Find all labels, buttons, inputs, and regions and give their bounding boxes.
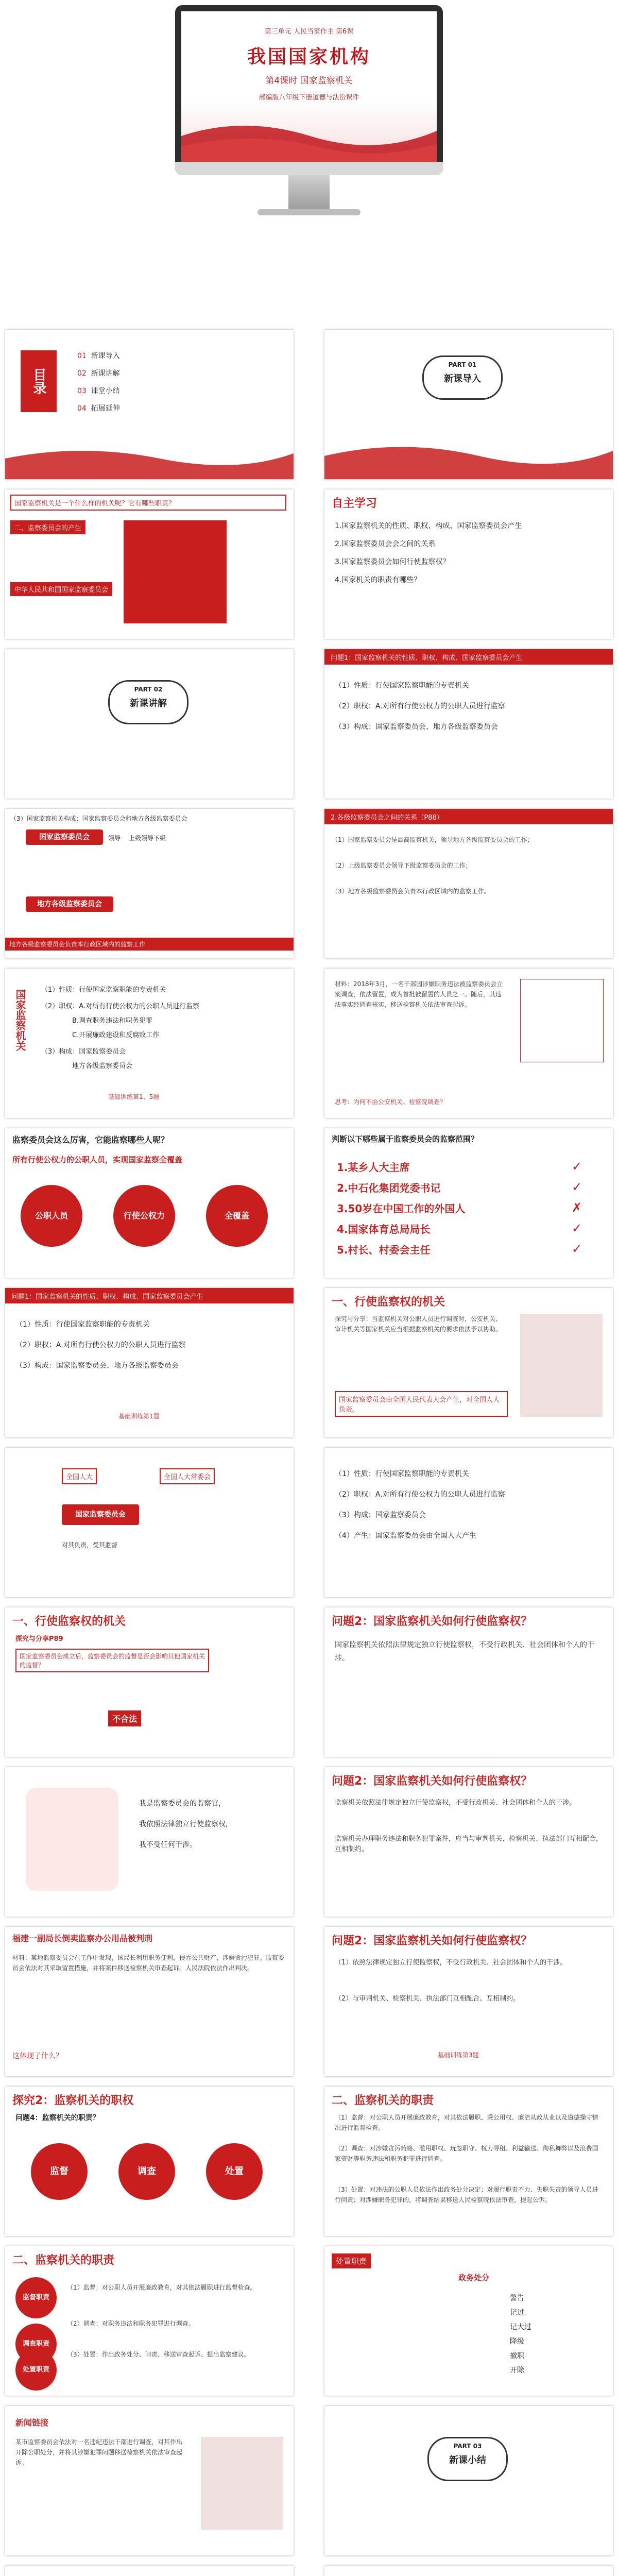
toc-item[interactable]: 04 拓展延伸 — [77, 404, 120, 413]
relation2-line: （3）地方各级监察委员会负责本行政区域内的监察工作。 — [332, 888, 490, 895]
slide-topbar: 问题1：国家监察机关的性质、职权、构成、国家监察委员会产生 — [5, 1288, 294, 1303]
slide-fourcol — [5, 969, 294, 1118]
relation-bottom-box: 地方各级监察委员会 — [26, 896, 113, 912]
slide-duties2 — [5, 2246, 294, 2396]
slide-scope-table — [5, 1288, 294, 1437]
slide-cartoon — [5, 1767, 294, 1917]
relation-chain-2: 上级领导下级 — [129, 835, 166, 842]
fourcol-footer: 基础训练第1、5题 — [108, 1093, 160, 1100]
scope-blob: 全覆盖 — [206, 1185, 268, 1247]
check-icon: ✓ — [572, 1221, 582, 1235]
selfstudy-line: 4.国家机关的职责有哪些？ — [335, 576, 421, 584]
inquiry-bubble: 国家监察委员会成立后，监察委员会的监督是否会影响其他国家机关的监督？ — [15, 1649, 209, 1672]
news-title: 新闻链接 — [15, 2418, 49, 2428]
slide-nature — [324, 649, 613, 799]
slide-relation2 — [324, 809, 613, 958]
q2three-footer: 基础训练第3题 — [438, 2052, 479, 2059]
slide-topbar: 2.各级监察委员会之间的关系（P88） — [324, 809, 613, 824]
diagram-line: （4）产生：国家监察委员会由全国人大产生 — [335, 1532, 476, 1540]
slide-story — [324, 969, 613, 1118]
toc-item[interactable]: 03 课堂小结 — [77, 387, 120, 395]
judge-item: 4.国家体育总局局长 — [337, 1223, 431, 1235]
nature-row: （1）性质：行使国家监察职能的专责机关 — [335, 682, 469, 690]
lead-aside-2: 中华人民共和国国家监察委员会 — [10, 582, 112, 596]
selfstudy-line: 3.国家监察委员会如何行使监察权？ — [335, 558, 450, 566]
scope-table-footer: 基础训练第1题 — [118, 1413, 160, 1420]
judge-heading: 判断以下哪些属于监察委员会的监察范围？ — [332, 1134, 479, 1144]
slide-judge — [324, 1128, 613, 1278]
duties2-badge: 处置职责 — [15, 2349, 57, 2391]
monitor-screen — [181, 11, 437, 162]
selfstudy-line: 1.国家监察机关的性质、职权、构成、国家监察委员会产生 — [335, 522, 522, 530]
nature-row: （3）构成：国家监察委员会、地方各级监察委员会 — [335, 723, 498, 731]
scope-table-row: （1）性质：行使国家监察职能的专责机关 — [15, 1320, 150, 1329]
duties2-badge: 监督职责 — [15, 2277, 57, 2318]
inquiry-title: 一、行使监察权的机关 — [12, 1615, 126, 1628]
slide-question2b — [324, 1767, 613, 1917]
explore2-q: 问题4：监察机关的职责？ — [15, 2114, 100, 2122]
monitor-frame — [175, 5, 443, 175]
question2b-line: 监察机关依照法律规定独立行使监察权，不受行政机关、社会团体和个人的干涉。 — [335, 1799, 576, 1807]
diagram-line: （1）性质：行使国家监察职能的专责机关 — [335, 1470, 469, 1478]
lead-photo — [124, 520, 227, 623]
slide-selfstudy — [324, 489, 613, 639]
scope-heading: 监察委员会这么厉害，它能监察哪些人呢？ — [12, 1135, 169, 1145]
toc-list — [77, 350, 120, 420]
hero-unit-line: 第三单元 人民当家作主 第6课 — [264, 28, 354, 36]
judge-item: 3.50岁在中国工作的外国人 — [337, 1202, 466, 1215]
relation-top-box: 国家监察委员会 — [26, 829, 103, 845]
scope-answer: 所有行使公权力的公职人员，实现国家监察全覆盖 — [12, 1155, 183, 1164]
slide-part02 — [5, 649, 294, 799]
case-question: 这体现了什么？ — [12, 2052, 63, 2060]
fourcol-row: B.调查职务违法和职务犯罪 — [72, 1017, 153, 1025]
fourcol-side: 国家监察机关 — [14, 989, 26, 1051]
judge-item: 1.某乡人大主席 — [337, 1161, 410, 1174]
explore2-title: 探究2：监察机关的职权 — [12, 2094, 134, 2107]
hero-series: 部编版八年级下册道德与法治课件 — [259, 94, 359, 101]
duties2-line: （2）调查：对职务违法和职务犯罪进行调查。 — [67, 2320, 195, 2327]
scope-table-row: （2）职权：A.对所有行使公权力的公职人员进行监察 — [15, 1341, 186, 1349]
slide-case — [5, 1927, 294, 2076]
duties2-line: （3）处置：作出政务处分、问责、移送审查起诉、提出监察建议。 — [67, 2351, 250, 2358]
monitor-stand — [288, 175, 330, 211]
lead-question: 国家监察机关是一个什么样的机关呢？它有哪些职责？ — [10, 495, 286, 511]
slide-explore2 — [5, 2087, 294, 2236]
cartoon-caption: 我是监察委员会的监察官， — [139, 1800, 226, 1808]
story-seal — [520, 979, 604, 1062]
duties2-badge: 调查职责 — [15, 2324, 57, 2365]
slide-question2 — [324, 1607, 613, 1757]
exercise1-answer: 国家监察委员会由全国人民代表大会产生，对全国人大负责。 — [335, 1391, 508, 1417]
part-cloud: PART 02 新课讲解 — [108, 680, 188, 724]
diagram-line: （3）构成：国家监察委员会 — [335, 1511, 426, 1519]
slide-relation — [5, 809, 294, 958]
explore2-item: 监督 — [31, 2143, 88, 2200]
relation2-line: （1）国家监察委员会是最高监察机关，领导地方各级监察委员会的工作； — [332, 836, 534, 843]
cartoon-caption: 我依照法律独立行使监察权， — [139, 1820, 233, 1828]
duties-line: （3）处置：对违法的公职人员依法作出政务处分决定；对履行职责不力、失职失责的领导人员进行问责；对涉嫌职务犯罪的，将调查结果移送人民检察院依法审查、提起公诉。 — [335, 2186, 598, 2204]
toc-item[interactable]: 02 新课讲解 — [77, 369, 120, 378]
slide-topbar: 问题1：国家监察机关的性质、职权、构成、国家监察委员会产生 — [324, 649, 613, 665]
case-title: 福建一副局长倒卖监察办公用品被判刑 — [12, 1934, 153, 1943]
relation-chain-1: 领导 — [108, 835, 121, 842]
cartoon-caption: 我不受任何干涉。 — [139, 1841, 197, 1849]
toc-title: 目录 — [21, 350, 57, 412]
punish-row: 撤职 — [510, 2352, 524, 2360]
news-image — [201, 2437, 283, 2530]
hero-wave-decoration — [181, 115, 437, 162]
scope-table-row: （3）构成：国家监察委员会、地方各级监察委员会 — [15, 1362, 179, 1370]
fourcol-row: 地方各级监察委员会 — [72, 1062, 133, 1070]
fourcol-row: （1）性质：行使国家监察职能的专责机关 — [41, 986, 166, 994]
q2three-line: （2）与审判机关、检察机关、执法部门互相配合、互相制约。 — [335, 1995, 520, 2003]
diagram-center: 国家监察委员会 — [62, 1504, 139, 1525]
story-text: 材料：2018年3月，一名干部因涉嫌职务违法被监察委员会立案调查，依法留置，成为首批被留置的人员之一。随后，其违法事实经调查核实，移送检察机关依法审查起诉。 — [335, 980, 503, 1008]
check-icon: ✓ — [572, 1180, 582, 1194]
explore2-item: 调查 — [118, 2143, 175, 2200]
duties-line: （2）调查：对涉嫌贪污贿赂、滥用职权、玩忽职守、权力寻租、利益输送、徇私舞弊以及浪费国家资财等职务违法和职务犯罪进行调查。 — [335, 2145, 598, 2162]
hero-section — [0, 0, 618, 325]
selfstudy-title: 自主学习 — [332, 497, 377, 510]
duties2-line: （1）监督：对公职人员开展廉政教育，对其依法履职进行监督检查。 — [67, 2284, 256, 2291]
punish-row: 降级 — [510, 2337, 524, 2346]
monitor-base — [258, 209, 360, 215]
slide-wave-decoration — [5, 443, 294, 479]
slide-scope — [5, 1128, 294, 1278]
part-cloud: PART 01 新课导入 — [422, 355, 503, 400]
story-question: 思考：为何不由公安机关、检察院调查？ — [335, 1098, 447, 1106]
diagram-right: 全国人大常委会 — [160, 1468, 215, 1484]
punish-title: 处置职责 — [332, 2253, 371, 2268]
diagram-line: （2）职权：A.对所有行使公权力的公职人员进行监察 — [335, 1490, 505, 1499]
nature-row: （2）职权：A.对所有行使公权力的公职人员进行监察 — [335, 702, 505, 710]
hero-title: 我国国家机构 — [247, 46, 371, 67]
question2b-title: 问题2：国家监察机关如何行使监察权？ — [332, 1775, 533, 1788]
question2-line: 国家监察机关依照法律规定独立行使监察权，不受行政机关、社会团体和个人的干涉。 — [335, 1641, 594, 1663]
check-icon: ✓ — [572, 1159, 582, 1174]
inquiry-badge: 不合法 — [108, 1710, 141, 1726]
punish-row: 记大过 — [510, 2323, 531, 2331]
judge-item: 5.村长、村委会主任 — [337, 1244, 431, 1256]
explore2-item: 处置 — [206, 2143, 263, 2200]
slide-diagram-lines — [324, 1448, 613, 1597]
diagram-bottom: 对其负责，受其监督 — [62, 1541, 118, 1549]
slide-inquiry — [5, 1607, 294, 1757]
relation-note: 地方各级监察委员会负责本行政区域内的监察工作 — [5, 938, 294, 951]
part-cloud: PART 03 新课小结 — [427, 2437, 508, 2481]
check-icon: ✓ — [572, 1242, 582, 1256]
slide-wave-decoration — [324, 438, 613, 479]
scope-blob: 公职人员 — [21, 1185, 82, 1247]
inquiry-label: 探究与分享P89 — [15, 1635, 63, 1643]
slide-summary — [5, 2566, 294, 2576]
lead-aside-1: 二、监察委员会的产生 — [10, 520, 85, 534]
scope-blob: 行使公权力 — [113, 1185, 175, 1247]
slide-part04 — [324, 2566, 613, 2576]
duties-line: （1）监督：对公职人员开展廉政教育，对其依法履职、秉公用权、廉洁从政从业以及道德操守情况进行监督检查。 — [335, 2114, 598, 2131]
slide-part01 — [324, 330, 613, 479]
punish-row: 记过 — [510, 2309, 524, 2317]
exercise1-title: 一、行使监察权的机关 — [332, 1296, 445, 1309]
toc-item[interactable]: 01 新课导入 — [77, 352, 120, 360]
cartoon-figure — [26, 1788, 118, 1891]
slide-news — [5, 2406, 294, 2555]
exercise1-text: 探究与分享：当监察机关对公职人员进行调查时，公安机关、审计机关等国家机关应当根据监察机关的要求依法予以协助。 — [335, 1315, 502, 1333]
punish-row: 开除 — [510, 2366, 524, 2375]
selfstudy-line: 2.国家监察委员会会之间的关系 — [335, 540, 436, 548]
duties2-title: 二、监察机关的职责 — [12, 2254, 115, 2267]
slide-part03 — [324, 2406, 613, 2555]
fourcol-row: （3）构成：国家监察委员会 — [41, 1048, 126, 1056]
duties-title: 二、监察机关的职责 — [332, 2094, 434, 2107]
question2b-line: 监察机关办理职务违法和职务犯罪案件，应当与审判机关、检察机关、执法部门互相配合，互相制约。 — [335, 1835, 603, 1853]
news-text: 某市监察委员会依法对一名违纪违法干部进行调查，对其作出开除公职处分，并将其涉嫌犯罪问题移送检察机关依法审查起诉。 — [15, 2438, 183, 2466]
judge-item: 2.中石化集团党委书记 — [337, 1182, 441, 1194]
slide-duties — [324, 2087, 613, 2236]
punish-label: 政务处分 — [458, 2273, 490, 2282]
monitor-chin — [175, 162, 443, 175]
slide-exercise1 — [324, 1288, 613, 1437]
diagram-left: 全国人大 — [62, 1468, 97, 1484]
q2three-title: 问题2：国家监察机关如何行使监察权？ — [332, 1935, 533, 1947]
fourcol-row: C.开展廉政建设和反腐败工作 — [72, 1031, 160, 1039]
slide-lead-question — [5, 489, 294, 639]
slide-q2three — [324, 1927, 613, 2076]
punish-row: 警告 — [510, 2294, 524, 2302]
relation2-line: （2）上级监察委员会领导下级监察委员会的工作； — [332, 862, 472, 869]
slide-punish — [324, 2246, 613, 2396]
question2-title: 问题2：国家监察机关如何行使监察权？ — [332, 1615, 533, 1628]
exercise1-image — [520, 1314, 603, 1417]
slide-diagram — [5, 1448, 294, 1597]
case-body: 材料：某地监察委员会在工作中发现，该局长利用职务便利，侵吞公共财产，涉嫌贪污犯罪。监察委员会依法对其采取留置措施，并将案件移送检察机关审查起诉。人民法院依法作出判决。 — [12, 1954, 285, 1972]
fourcol-row: （2）职权：A.对所有行使公权力的公职人员进行监察 — [41, 1003, 200, 1010]
slide-toc — [5, 330, 294, 479]
cross-icon: ✗ — [572, 1200, 582, 1215]
hero-subtitle: 第4课时 国家监察机关 — [265, 76, 353, 86]
q2three-line: （1）依照法律规定独立行使监察权，不受行政机关、社会团体和个人的干涉。 — [335, 1959, 567, 1967]
relation-heading: （3）国家监察机关构成：国家监察委员会和地方各级监察委员会 — [10, 815, 187, 822]
